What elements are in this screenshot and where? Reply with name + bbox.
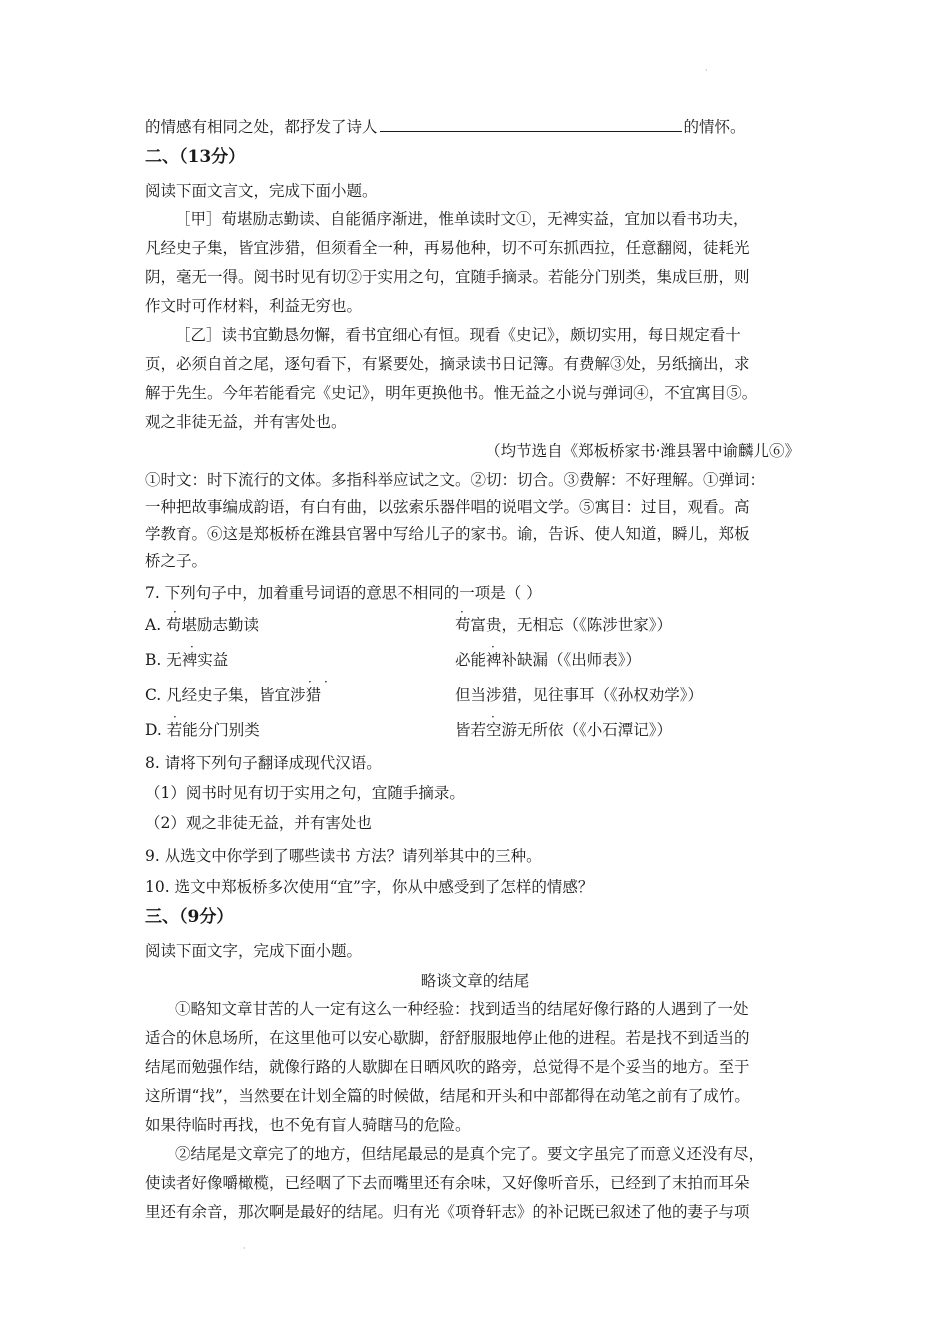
question-8-1: （1）阅书时见有切于实用之句，宜随手摘录。: [145, 784, 465, 802]
article-p1-line: ①略知文章甘苦的人一定有这么一种经验：找到适当的结尾好像行路的人遇到了一处: [175, 1000, 749, 1018]
answer-blank[interactable]: [380, 115, 682, 132]
note-line: 桥之子。: [145, 552, 208, 570]
emphasis-dot-icon: ·: [190, 640, 194, 654]
passage-yi-line: 解于先生。今年若能看完《史记》，明年更换他书。惟无益之小说与弹词④，不宜寓目⑤。: [145, 384, 758, 402]
section3-intro: 阅读下面文字，完成下面小题。: [145, 942, 363, 960]
question-9: 9. 从选文中你学到了哪些读书 方法？请列举其中的三种。: [145, 847, 542, 865]
q7-option-a-left[interactable]: A. 苟堪励志勤读: [145, 616, 260, 634]
article-p1-line: 如果待临时再找，也不免有盲人骑瞎马的危险。: [145, 1116, 471, 1134]
q7-option-c-left[interactable]: C. 凡经史子集，皆宜涉猎: [145, 686, 322, 704]
emphasis-dot-icon: ·: [308, 675, 312, 689]
question-10: 10. 选文中郑板桥多次使用“宜”字，你从中感受到了怎样的情感？: [145, 878, 594, 896]
emphasis-dot-icon: ·: [491, 710, 495, 724]
emphasis-dot-icon: ·: [173, 710, 177, 724]
section2-intro: 阅读下面文言文，完成下面小题。: [145, 182, 378, 200]
passage-yi-line: ［乙］读书宜勤恳勿懈，看书宜细心有恒。现看《史记》，颇切实用，每日规定看十: [175, 326, 741, 344]
passage-yi-line: 页，必须自首之尾，逐句看下，有紧要处，摘录读书日记簿。有费解③处，另纸摘出，求: [145, 355, 750, 373]
scan-mark: ·: [705, 66, 708, 75]
q7-option-c-right: 但当涉猎，见往事耳（《孙权劝学》）: [455, 686, 704, 704]
article-p1-line: 结尾而勉强作结，就像行路的人歇脚在日晒风吹的路旁，总觉得不是个妥当的地方。至于: [145, 1058, 750, 1076]
note-line: 一种把故事编成韵语，有白有曲，以弦索乐器伴唱的说唱文学。⑤寓目：过目，观看。高: [145, 498, 750, 516]
passage-jia-line: 作文时可作材料，利益无穷也。: [145, 297, 363, 315]
top-line: [145, 115, 746, 138]
question-7: 7. 下列句子中，加着重号词语的意思不相同的一项是（ ）: [145, 584, 542, 602]
article-p2-line: 使读者好像嚼橄榄，已经咽了下去而嘴里还有余味，又好像听音乐，已经到了末拍而耳朵: [145, 1174, 750, 1192]
section3-heading: 三、（9分）: [145, 907, 234, 927]
emphasis-dot-icon: ·: [173, 605, 177, 619]
q7-option-d-right: 皆若空游无所依（《小石潭记》）: [455, 721, 673, 739]
top-line-suffix: 的情怀。: [683, 118, 746, 136]
source-citation: （均节选自《郑板桥家书·潍县署中谕麟儿⑥》: [485, 442, 800, 460]
q7-option-a-right: 苟富贵，无相忘（《陈涉世家》）: [455, 616, 673, 634]
emphasis-dot-icon: ·: [460, 605, 464, 619]
passage-jia-line: 阴，毫无一得。阅书时见有切②于实用之句，宜随手摘录。若能分门别类，集成巨册，则: [145, 268, 750, 286]
article-p2-line: 里还有余音，那次啊是最好的结尾。归有光《项脊轩志》的补记既已叙述了他的妻子与项: [145, 1203, 750, 1221]
passage-jia-line: 凡经史子集，皆宜涉猎，但须看全一种，再易他种，切不可东抓西拉，任意翻阅，徒耗光: [145, 239, 750, 257]
note-line: ①时文：时下流行的文体。多指科举应试之文。②切：切合。③费解：不好理解。①弹词：: [145, 471, 766, 489]
q7-option-b-right: 必能裨补缺漏（《出师表》）: [455, 651, 642, 669]
emphasis-dot-icon: ·: [324, 675, 328, 689]
scan-mark: ·: [243, 1244, 246, 1253]
q7-option-d-left[interactable]: D. 若能分门别类: [145, 721, 260, 739]
question-8-2: （2）观之非徒无益，并有害处也: [145, 814, 372, 832]
passage-yi-line: 观之非徒无益，并有害处也。: [145, 413, 347, 431]
article-title: 略谈文章的结尾: [420, 972, 530, 990]
note-line: 学教育。⑥这是郑板桥在潍县官署中写给儿子的家书。谕，告诉、使人知道，瞬儿，郑板: [145, 525, 750, 543]
q7-option-b-left[interactable]: B. 无裨实益: [145, 651, 229, 669]
article-p2-line: ②结尾是文章完了的地方，但结尾最忌的是真个完了。要文字虽完了而意义还没有尽，: [175, 1145, 765, 1163]
emphasis-dot-icon: ·: [491, 640, 495, 654]
question-8: 8. 请将下列句子翻译成现代汉语。: [145, 754, 382, 772]
article-p1-line: 适合的休息场所，在这里他可以安心歇脚，舒舒服服地停止他的进程。若是找不到适当的: [145, 1029, 750, 1047]
top-line-prefix: 的情感有相同之处，都抒发了诗人: [145, 118, 378, 136]
section2-heading: 二、（13分）: [145, 147, 246, 167]
article-p1-line: 这所谓“找”，当然要在计划全篇的时候做，结尾和开头和中部都得在动笔之前有了成竹。: [145, 1087, 750, 1105]
passage-jia-line: ［甲］荀堪励志勤读、自能循序渐进，惟单读时文①，无裨实益，宜加以看书功夫，: [175, 210, 749, 228]
